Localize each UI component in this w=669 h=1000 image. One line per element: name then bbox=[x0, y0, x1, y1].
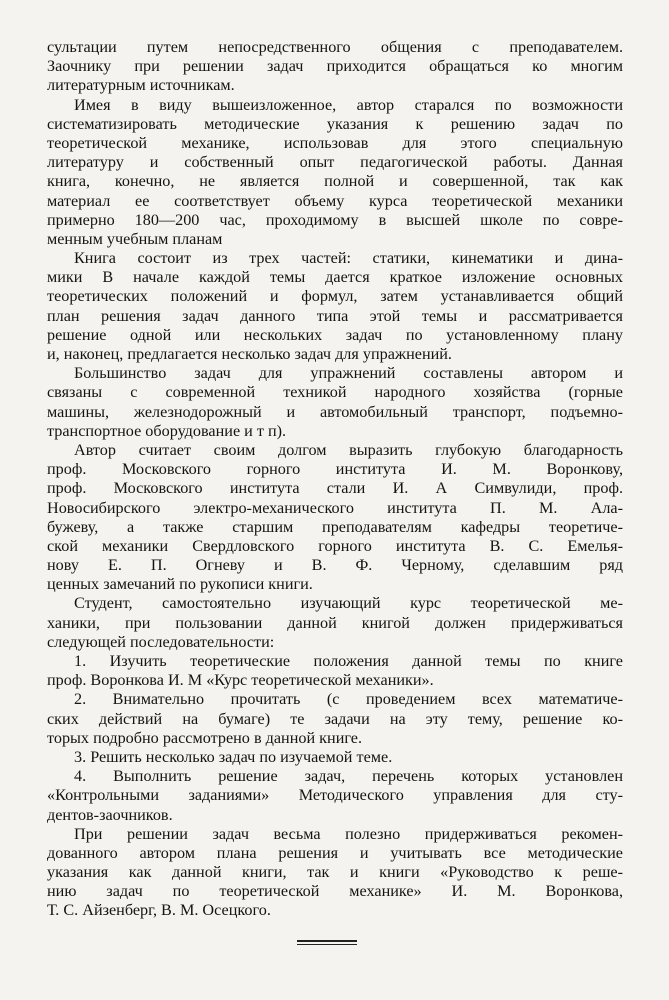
text-line: Студент, самостоятельно изучающий курс теоретической ме- bbox=[74, 594, 623, 613]
paragraph bbox=[47, 652, 623, 690]
paragraph bbox=[47, 441, 623, 595]
text-line: книга, конечно, не является полной и совершенной, так как bbox=[47, 172, 623, 191]
end-rule-thin bbox=[297, 944, 357, 945]
text-line: менным учебным планам bbox=[47, 229, 223, 248]
paragraph bbox=[47, 594, 623, 652]
text-line: ценных замечаний по рукописи книги. bbox=[47, 575, 313, 594]
text-line: Имея в виду вышеизложенное, автор старался по возможности bbox=[74, 95, 623, 114]
text-line: сультации путем непосредственного общения с преподавателем. bbox=[47, 38, 623, 56]
text-line: нову Е. П. Огневу и В. Ф. Черному, сделавшим ряд bbox=[47, 556, 623, 575]
text-line: 2. Внимательно прочитать (с проведением всех математиче- bbox=[74, 690, 623, 709]
text-line: мики В начале каждой темы дается краткое изложение основных bbox=[47, 268, 623, 287]
paragraph bbox=[47, 38, 623, 96]
text-line: проф. Московского института стали И. А Симвулиди, проф. bbox=[47, 479, 623, 498]
text-line: и, наконец, предлагается несколько задач для упражнений. bbox=[47, 345, 452, 363]
text-line: литературу и собственный опыт педагогической работы. Данная bbox=[47, 153, 623, 172]
text-line: литературным источникам. bbox=[47, 76, 235, 95]
text-line: ханики, при пользовании данной книгой должен придерживаться bbox=[47, 613, 623, 632]
paragraph bbox=[47, 96, 623, 250]
paragraph bbox=[47, 364, 623, 441]
text-line: транспортное оборудование и т п). bbox=[47, 421, 287, 440]
text-line: Новосибирского электро-механического института П. М. Ала- bbox=[47, 498, 623, 517]
text-line: бужеву, а также старшим преподавателям кафедры теоретиче- bbox=[47, 517, 623, 536]
text-line: машины, железнодорожный и автомобильный транспорт, подъемно- bbox=[47, 402, 623, 421]
text-line: проф. Воронкова И. М «Курс теоретической механики». bbox=[47, 671, 434, 690]
text-line: Т. С. Айзенберг, В. М. Осецкого. bbox=[47, 901, 271, 920]
text-body bbox=[47, 38, 623, 921]
text-line: примерно 180—200 час, проходимому в высшей школе по совре- bbox=[47, 210, 623, 229]
text-line: ской механики Свердловского горного института В. С. Емелья- bbox=[47, 536, 623, 555]
text-line: «Контрольными заданиями» Методического управления для сту- bbox=[47, 786, 623, 805]
text-line: теоретической механике, использовав для этого специальную bbox=[47, 133, 623, 152]
paragraph bbox=[47, 249, 623, 364]
text-line: 4. Выполнить решение задач, перечень которых установлен bbox=[74, 767, 623, 786]
text-line: Большинство задач для упражнений составлены автором и bbox=[74, 364, 623, 383]
text-line: 3. Решить несколько задач по изучаемой теме. bbox=[74, 747, 393, 766]
text-line: ских действий на бумаге) те задачи на эту тему, решение ко- bbox=[47, 709, 623, 728]
text-line: план решения задач данного типа этой темы и рассматривается bbox=[47, 306, 623, 325]
text-line: Автор считает своим долгом выразить глубокую благодарность bbox=[74, 440, 623, 459]
text-line: материал ее соответствует объему курса теоретической механики bbox=[47, 191, 623, 210]
paragraph bbox=[47, 825, 623, 921]
text-line: дованного автором плана решения и учитывать все методические bbox=[47, 843, 623, 862]
paragraph bbox=[47, 690, 623, 748]
text-line: следующей последовательности: bbox=[47, 632, 275, 651]
text-line: проф. Московского горного института И. М. Воронкову, bbox=[47, 460, 623, 479]
text-line: При решении задач весьма полезно придерживаться рекомен- bbox=[74, 824, 623, 843]
text-line: связаны с современной техникой народного хозяйства (горные bbox=[47, 383, 623, 402]
text-line: систематизировать методические указания к решению задач по bbox=[47, 114, 623, 133]
text-line: 1. Изучить теоретические положения данной темы по книге bbox=[74, 652, 623, 670]
text-line: Книга состоит из трех частей: статики, кинематики и дина- bbox=[74, 249, 623, 268]
text-line: нию задач по теоретической механике» И. М. Воронкова, bbox=[47, 882, 623, 901]
text-line: решение одной или нескольких задач по установленному плану bbox=[47, 325, 623, 344]
paragraph bbox=[47, 748, 623, 767]
text-line: Заочнику при решении задач приходится обращаться ко многим bbox=[47, 57, 623, 76]
paragraph bbox=[47, 767, 623, 825]
text-line: дентов-заочников. bbox=[47, 805, 173, 824]
text-line: теоретических положений и формул, затем устанавливается общий bbox=[47, 287, 623, 306]
text-line: указания как данной книги, так и книги «Руководство к реше- bbox=[47, 863, 623, 882]
text-line: торых подробно рассмотрено в данной книге. bbox=[47, 728, 363, 747]
end-rule bbox=[297, 940, 357, 942]
